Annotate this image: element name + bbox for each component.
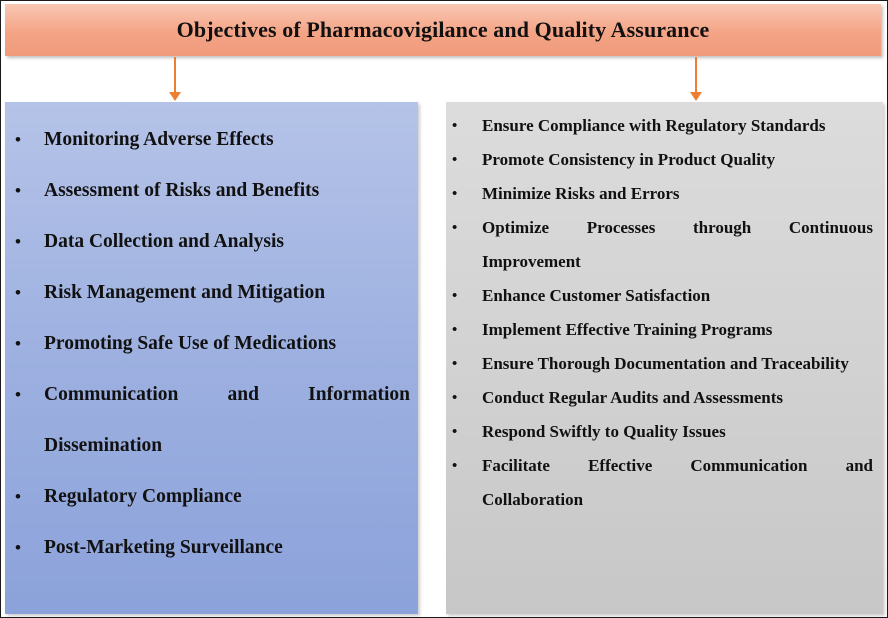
item-text: Facilitate Effective Communication and Collaboration [482, 456, 873, 509]
item-text: Monitoring Adverse Effects [44, 129, 274, 150]
bullet-icon: • [452, 288, 458, 304]
title-box [5, 4, 881, 56]
item-text: Promoting Safe Use of Medications [44, 333, 337, 354]
list-item [452, 347, 873, 381]
list-item [452, 313, 873, 347]
arrow-shaft [174, 57, 176, 95]
list-item [452, 211, 873, 279]
bullet-icon: • [452, 390, 458, 406]
arrow-to-left-panel [168, 57, 182, 103]
bullet-icon: • [452, 458, 458, 474]
item-text: Ensure Thorough Documentation and Traceability [482, 354, 849, 373]
bullet-icon: • [15, 385, 21, 404]
diagram-title: Objectives of Pharmacovigilance and Quality Assurance [176, 17, 710, 42]
list-item [452, 143, 873, 177]
list-item [452, 177, 873, 211]
list-item [15, 522, 410, 573]
item-text: Respond Swiftly to Quality Issues [482, 422, 726, 441]
item-text: Ensure Compliance with Regulatory Standards [482, 116, 826, 135]
list-item [15, 267, 410, 318]
bullet-icon: • [15, 181, 21, 200]
bullet-icon: • [15, 232, 21, 251]
quality-assurance-list [452, 109, 873, 517]
bullet-icon: • [452, 220, 458, 236]
pharmacovigilance-panel [5, 102, 418, 614]
list-item [452, 381, 873, 415]
list-item [452, 415, 873, 449]
item-text: Promote Consistency in Product Quality [482, 150, 776, 169]
bullet-icon: • [15, 487, 21, 506]
item-text: Optimize Processes through Continuous Improvement [482, 218, 873, 271]
item-text: Assessment of Risks and Benefits [44, 180, 320, 201]
arrow-shaft [695, 57, 697, 95]
list-item [15, 369, 410, 471]
bullet-icon: • [15, 538, 21, 557]
bullet-icon: • [452, 356, 458, 372]
quality-assurance-panel [446, 102, 883, 614]
item-text: Data Collection and Analysis [44, 231, 284, 252]
list-item [15, 318, 410, 369]
list-item [15, 471, 410, 522]
arrow-to-right-panel [689, 57, 703, 103]
item-text: Regulatory Compliance [44, 486, 242, 507]
item-text: Risk Management and Mitigation [44, 282, 326, 303]
item-text: Communication and Information Dissemination [44, 384, 410, 456]
arrow-head [690, 92, 702, 101]
bullet-icon: • [452, 186, 458, 202]
arrow-head [169, 92, 181, 101]
item-text: Post-Marketing Surveillance [44, 537, 283, 558]
bullet-icon: • [15, 130, 21, 149]
list-item [15, 165, 410, 216]
list-item [452, 109, 873, 143]
bullet-icon: • [452, 322, 458, 338]
item-text: Enhance Customer Satisfaction [482, 286, 711, 305]
list-item [452, 449, 873, 517]
list-item [452, 279, 873, 313]
bullet-icon: • [452, 118, 458, 134]
bullet-icon: • [15, 283, 21, 302]
bullet-icon: • [452, 424, 458, 440]
bullet-icon: • [15, 334, 21, 353]
item-text: Implement Effective Training Programs [482, 320, 773, 339]
bullet-icon: • [452, 152, 458, 168]
pharmacovigilance-list [15, 114, 410, 573]
item-text: Minimize Risks and Errors [482, 184, 680, 203]
item-text: Conduct Regular Audits and Assessments [482, 388, 784, 407]
list-item [15, 114, 410, 165]
list-item [15, 216, 410, 267]
